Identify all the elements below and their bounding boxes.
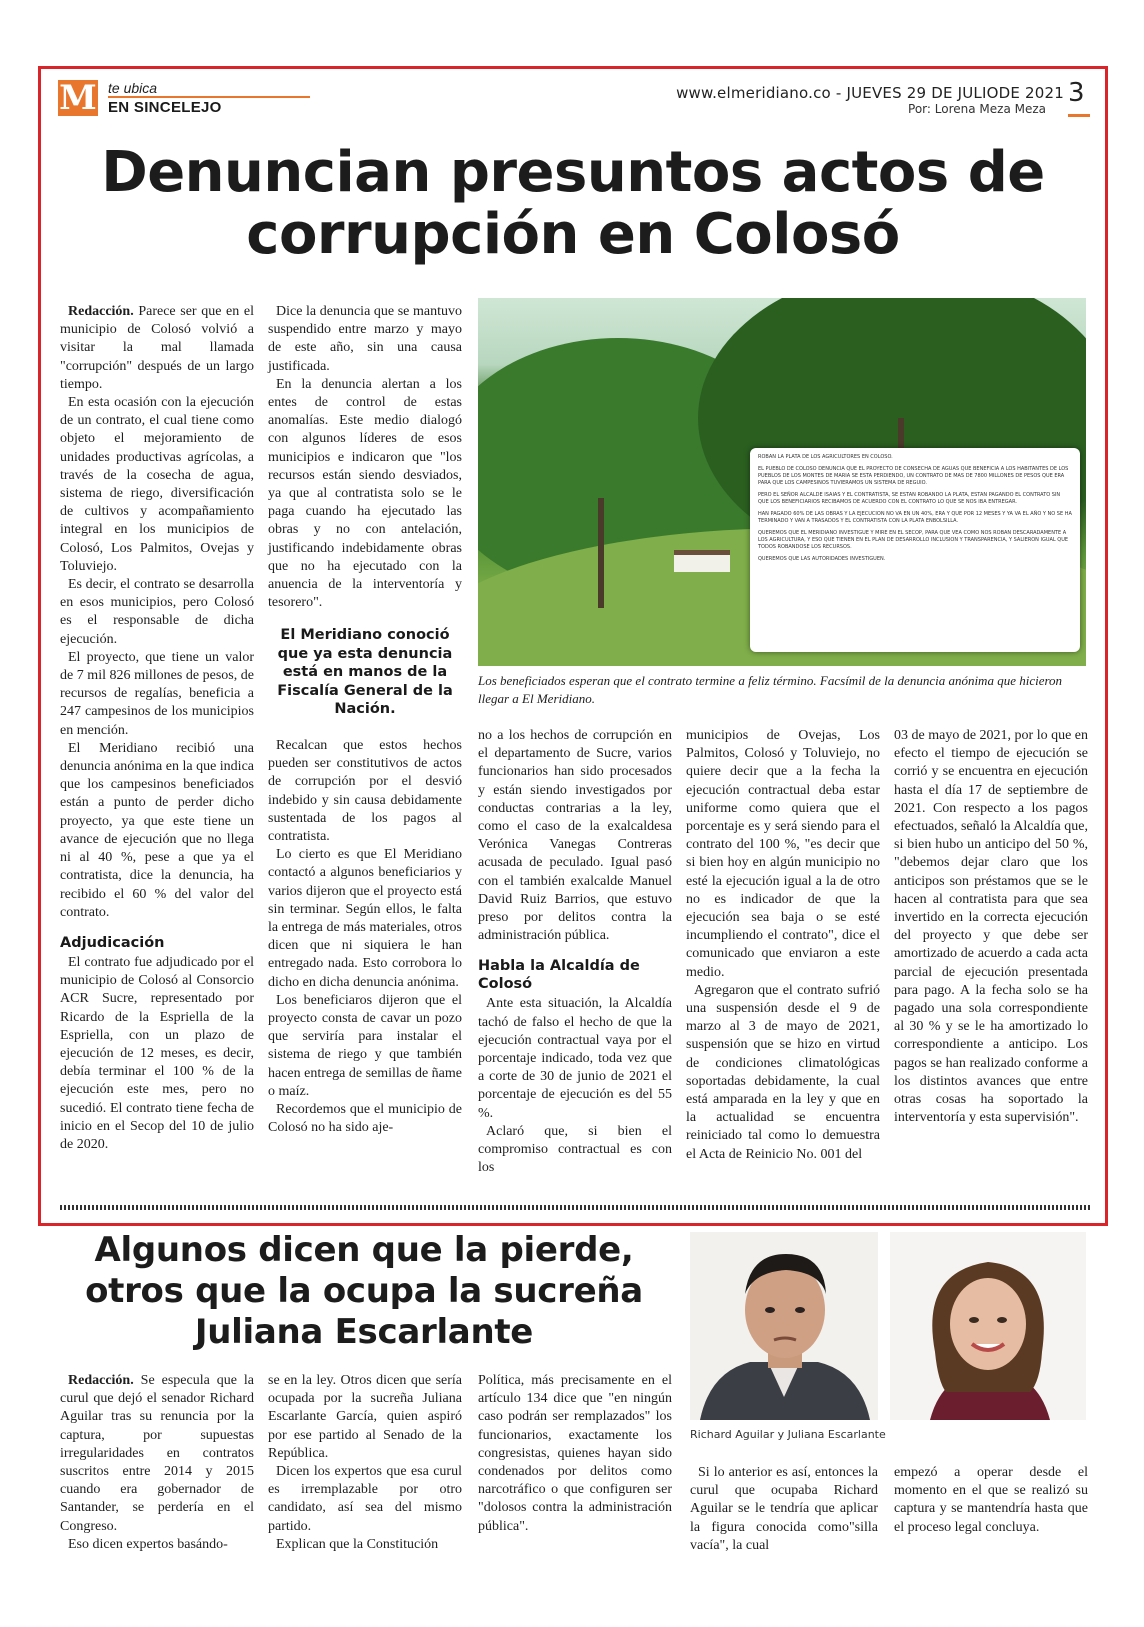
- paragraph: [60, 303, 254, 394]
- paragraph: Los beneficiaros dijeron que el proyecto consta de cavar un pozo que serviría para instalar el sistema de riego y que también hacen entrega de semillas de ñame o maíz.: [268, 992, 462, 1099]
- paragraph: El contrato fue adjudicado por el municipio de Colosó al Consorcio ACR Sucre, representado por Ricardo de la Espriella de la Espriella, con un plazo de ejecución de 12 meses, es decir, debía terminar el 100 % de la ejecución este mes, pero no sucedió. El contrato tiene fecha de inicio en el Secop del 10 de julio de 2020.: [60, 954, 254, 1152]
- subheading-alcaldia: Habla la Alcaldía de Colosó: [478, 958, 640, 993]
- subheading-adjudicacion: Adjudicación: [60, 934, 165, 951]
- paragraph: Explican que la Constitución: [276, 1536, 439, 1552]
- fax-line: PERO EL SEÑOR ALCALDE ISAIAS Y EL CONTRATISTA, SE ESTAN ROBANDO LA PLATA, ESTAN PAGANDO EL CONTRATO SIN QUE LOS BENEFICIARIOS RECIBAMOS DE ACUERDO CON EL CONTRATO LO QUE SE NOS IBA ENTREGAR.: [758, 492, 1061, 505]
- article1-column-4: [686, 727, 880, 1164]
- page-number: 3: [1068, 78, 1085, 108]
- portrait-richard-aguilar: [690, 1232, 878, 1420]
- article1-column-1: [60, 303, 254, 1154]
- dateline: Redacción.: [68, 1373, 134, 1388]
- paragraph: 03 de mayo de 2021, por lo que en efecto el tiempo de ejecución se corrió y se encuentra en ejecución hasta el día 17 de septiembre de 2021. Con respecto a los pagos efectuados, señaló la Alcaldía que, si bien hubo un anticipo del 50 %, "debemos dejar claro que los anticipos son préstamos que se le hacen al contratista para que sea invertido en la correcta ejecución del proyecto y que debe ser amortizado de acuerdo a cada acta parcial de ejecución presentada para pago. A la fecha solo se ha pagado una sola correspondiente al 30 % y se le ha amortizado lo correspondiente a anticipo. Los pagos se han realizado conforme a los distintos avances que entre otras cosas ha soportado la interventoría y esta supervisión".: [894, 728, 1089, 1126]
- headline-main: Denuncian presuntos actos de corrupción en Colosó: [101, 140, 1045, 267]
- paragraph: [60, 1372, 254, 1536]
- man-portrait-icon: [690, 1232, 878, 1420]
- paragraph: Ante esta situación, la Alcaldía tachó de falso el hecho de que la ejecución contractual vaya por el porcentaje indicado, toda vez que a corte de 30 de junio de 2021 el porcentaje de ejecución es del 55 %.: [478, 996, 672, 1121]
- woman-portrait-icon: [890, 1232, 1086, 1420]
- paragraph: Es decir, el contrato se desarrolla en esos municipios, pero Colosó es el responsable de dicha ejecución.: [60, 577, 254, 647]
- article2-column-1: [60, 1372, 254, 1554]
- paragraph: Recordemos que el municipio de Colosó no ha sido aje-: [268, 1102, 462, 1136]
- paragraph: municipios de Ovejas, Los Palmitos, Colosó y Toluviejo, no quiere decir que a la fecha la ejecución contractual deba estar uniforme como quiera que el porcentaje es y será siendo para el contrato del 100 %, "es decir que si bien hoy en algún municipio no esté la ejecución igual a la de otro no es indicador de que la ejecución sea baja o se esté incumpliendo el contrato", dice el comunicado que enviaron a este medio.: [686, 728, 880, 980]
- paragraph: Si lo anterior es así, entonces la curul que ocupaba Richard Aguilar se le tendría que aplicar la figura conocida como"silla vacía", la cual: [690, 1465, 878, 1553]
- dateline: Redacción.: [68, 304, 134, 319]
- paragraph: empezó a operar desde el momento en el que se realizó su captura y se mantendría hasta que el proceso legal concluya.: [894, 1465, 1088, 1535]
- photo-caption: Los beneficiados esperan que el contrato termine a feliz término. Facsímil de la denuncia anónima que hicieron llegar a El Meridiano.: [478, 673, 1063, 706]
- article1-column-3: [478, 727, 672, 1177]
- site-date: www.elmeridiano.co - JUEVES 29 DE JULIODE 2021: [676, 84, 1064, 102]
- anonymous-complaint-facsimile: [750, 448, 1080, 652]
- text: Parece ser que en el municipio de Colosó volvió a visitar la mal llamada "corrupción" después de un largo tiempo.: [60, 304, 254, 392]
- byline: Por: Lorena Meza Meza: [908, 102, 1046, 116]
- paragraph: Aclaró que, si bien el compromiso contractual es con los: [478, 1123, 672, 1176]
- fax-line: QUEREMOS QUE EL MERIDIANO INVESTIGUE Y MIRE EN EL SECOP, PARA QUE VEA COMO NOS ROBAN DESCARADAMENTE A LOS AGRICULTURA, Y ESO QUE TIENEN EN EL PLAN DE DESARROLLO INCLUSION Y TRANSPARENCIA, Y SALIERON IGUAL QUE TODOS ROBANDOSE LOS RECURSOS.: [758, 530, 1069, 550]
- paragraph: El proyecto, que tiene un valor de 7 mil 826 millones de pesos, de recursos de regalías, beneficia a 247 campesinos de los municipios en mención.: [60, 649, 254, 738]
- headline-secondary: Algunos dicen que la pierde, otros que la ocupa la sucreña Juliana Escarlante: [85, 1230, 643, 1352]
- tree-trunk: [598, 498, 604, 608]
- article2-column-3: [478, 1372, 672, 1536]
- paragraph: Dice la denuncia que se mantuvo suspendido entre marzo y mayo de este año, sin una causa justificada.: [268, 304, 462, 374]
- farmhouse: [674, 550, 730, 572]
- paragraph: Agregaron que el contrato sufrió una suspensión desde el 9 de marzo al 3 de mayo de 2021, suspensión que se hizo en virtud de condiciones climatológicas soportadas debidamente, la cual está amparada en la ley y que en la actualidad se encuentra reiniciado tal como lo demuestra el Acta de Reinicio No. 001 del: [686, 982, 880, 1162]
- paragraph: no a los hechos de corrupción en el departamento de Sucre, varios funcionarios han sido procesados y están siendo investigados por conductas contrarias a la ley, como el caso de la exalcaldesa Verónica Vanegas Contreras acusada de peculado. Igual pasó con el también exalcalde Manuel David Ruiz Barrios, que estuvo preso por delitos contra la administración pública.: [478, 728, 672, 944]
- header-rule: [108, 96, 310, 98]
- fax-line: QUEREMOS QUE LAS AUTORIDADES INVESTIGUEN.: [758, 556, 886, 562]
- paragraph: El Meridiano recibió una denuncia anónima en la que indica que los campesinos beneficiados están a punto de perder dicho proyecto, ya que este tiene un avance de ejecución que no llega ni al 40 %, pese a que ya el contratista, dice la denuncia, ha recibido el 60 % del valor del contrato.: [60, 740, 254, 920]
- fax-line: HAN PAGADO 60% DE LAS OBRAS Y LA EJECUCION NO VA EN UN 40%, ERA Y QUE POR 12 MESES Y YA VA EL AÑO Y NO SE HA TERMINADO Y VAN A TRASADOS Y EL CONTRATISTA CON LA PLATA ENBOLSILLA.: [758, 511, 1072, 524]
- paragraph: En esta ocasión con la ejecución de un contrato, el cual tiene como objeto el mejoramiento de unidades productivas agrícolas, a través de la cosecha de agua, sistema de riego, diversificación de cultivos y acompañamiento integral en los municipios de Colosó, Los Palmitos, Ovejas y Toluviejo.: [60, 395, 254, 574]
- paragraph: se en la ley. Otros dicen que sería ocupada por la sucreña Juliana Escarlante García, quien aspiró por ese partido al Senado de la República.: [268, 1373, 462, 1461]
- paragraph: Eso dicen expertos basándo-: [68, 1536, 228, 1552]
- paragraph: En la denuncia alertan a los entes de control de estas anomalías. Este medio dialogó con algunos líderes de esos municipios e indicaron que "los recursos están siendo desviados, ya que al contratista solo se le paga cuando ha ejecutado las obras y no con antelación, justificando indebidamente obras que no ha ejecutado con la anuencia de la interventoría y tesorero".: [268, 376, 462, 611]
- article1-column-2: [268, 303, 462, 1137]
- article2-column-5: [894, 1464, 1088, 1537]
- section-name: EN SINCELEJO: [108, 99, 222, 116]
- fax-line: EL PUEBLO DE COLOSO DENUNCIA QUE EL PROYECTO DE CONSECHA DE AGUAS QUE BENEFICIA A LOS HABITANTES DE LOS PUEBLOS DE LOS MONTES DE MARIA SE ESTA PERDIENDO, UN CONTRATO DE MAS DE 7800 MILLONES DE PESOS QUE ERA PARA QUE LOS CAMPESINOS TUVIERAMOS UN SISTEMA DE REGUIO.: [758, 466, 1069, 486]
- fax-line: ROBAN LA PLATA DE LOS AGRICULTORES EN COLOSO.: [758, 454, 893, 460]
- article2-column-4: [690, 1464, 878, 1555]
- paragraph: Dicen los expertos que esa curul es irremplazable por otro candidato, así sea del mismo partido.: [268, 1464, 462, 1534]
- pull-quote: El Meridiano conoció que ya esta denuncia está en manos de la Fiscalía General de la Nación.: [277, 627, 453, 718]
- meridiano-logo[interactable]: M: [59, 78, 97, 118]
- paragraph: Lo cierto es que El Meridiano contactó a algunos beneficiarios y varios dijeron que el proyecto está sin terminar. Según ellos, le falta la entrega de más materiales, otros dicen que ni siquiera le han entregado nada. Esto corrobora lo dicho en dicha denuncia anónima.: [268, 847, 462, 990]
- paragraph: Política, más precisamente en el artículo 134 dice que "en ningún caso podrán ser remplazados" los funcionarios, exactamente los congresistas, quienes hayan sido condenados por delitos como narcotráfico o que configuren ser "dolosos contra la administración pública".: [478, 1373, 672, 1534]
- section-kicker: te ubica: [108, 80, 158, 96]
- field-photo: [478, 298, 1086, 666]
- dotted-divider: [60, 1205, 1090, 1210]
- paragraph: Recalcan que estos hechos pueden ser constitutivos de actos de corrupción por el desvió indebido y sin causa debidamente sustentada de los pagos al contratista.: [268, 737, 462, 844]
- article1-column-5: [894, 727, 1088, 1127]
- portraits-caption: Richard Aguilar y Juliana Escarlante: [690, 1428, 886, 1441]
- text: Se especula que la curul que dejó el senador Richard Aguilar tras su renuncia por la captura, por supuestas irregularidades en contratos suscritos entre 2014 y 2015 cuando era gobernador de Santander, se perdería en el Congreso.: [60, 1373, 254, 1534]
- page-number-rule: [1068, 114, 1090, 117]
- portrait-juliana-escarlante: [890, 1232, 1086, 1420]
- article2-column-2: [268, 1372, 462, 1554]
